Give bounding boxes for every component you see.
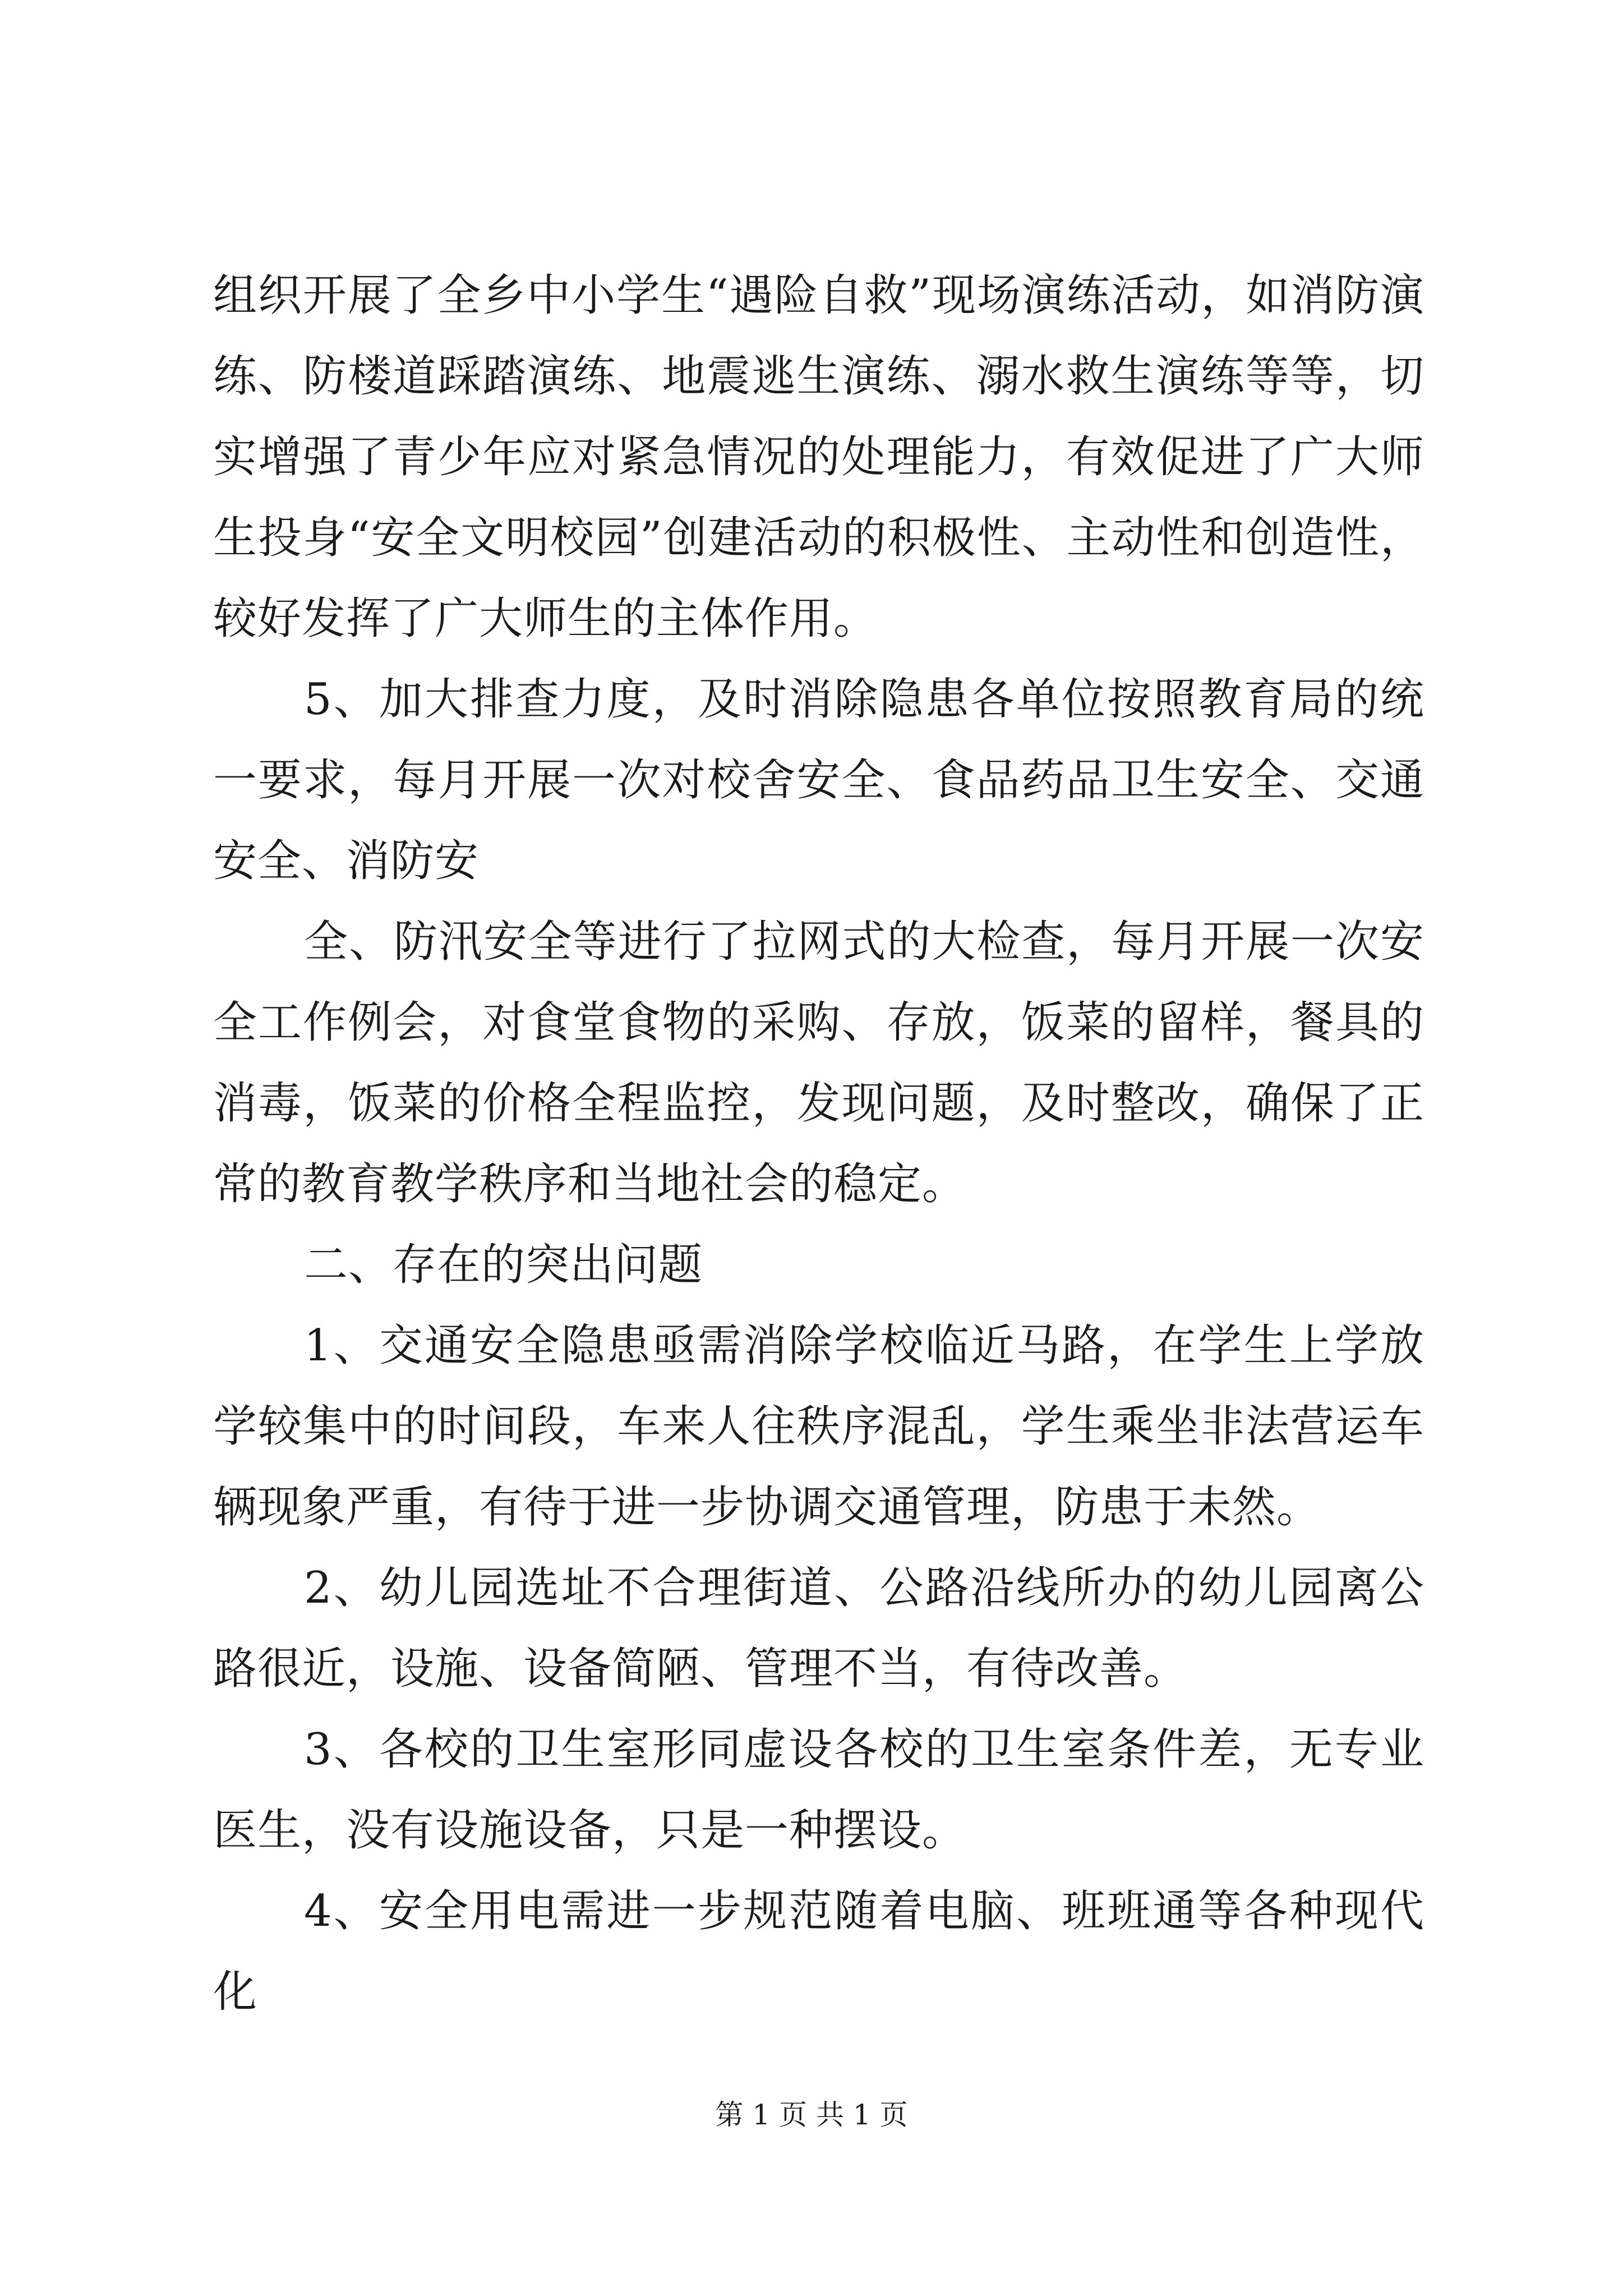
paragraph-issue-1: 1、交通安全隐患亟需消除学校临近马路，在学生上学放学较集中的时间段，车来人往秩序混乱，学生乘坐非法营运车辆现象严重，有待于进一步协调交通管理，防患于未然。: [213, 1320, 1424, 1533]
section-heading-issues: 二、存在的突出问题: [304, 1240, 703, 1290]
paragraph-issue-4: 4、安全用电需进一步规范随着电脑、班班通等各种现代化: [213, 1886, 1424, 2017]
paragraph-issue-3: 3、各校的卫生室形同虚设各校的卫生室条件差，无专业医生，没有设施设备，只是一种摆设。: [213, 1724, 1424, 1856]
paragraph-item-5-continued: 全、防汛安全等进行了拉网式的大检查，每月开展一次安全工作例会，对食堂食物的采购、存放，饭菜的留样，餐具的消毒，饭菜的价格全程监控，发现问题，及时整改，确保了正常的教育教学秩序和当地社会的稳定。: [213, 917, 1424, 1209]
document-body: [213, 255, 1424, 2032]
paragraph-issue-2: 2、幼儿园选址不合理街道、公路沿线所办的幼儿园离公路很近，设施、设备简陋、管理不当，有待改善。: [213, 1563, 1424, 1694]
paragraph-continuation: 组织开展了全乡中小学生“遇险自救”现场演练活动，如消防演练、防楼道踩踏演练、地震逃生演练、溺水救生演练等等，切实增强了青少年应对紧急情况的处理能力，有效促进了广大师生投身“安全文明校园”创建活动的积极性、主动性和创造性，较好发挥了广大师生的主体作用。: [213, 270, 1424, 644]
paragraph-item-5: 5、加大排查力度，及时消除隐患各单位按照教育局的统一要求，每月开展一次对校舍安全、食品药品卫生安全、交通安全、消防安: [213, 674, 1424, 886]
page-footer: 第 1 页 共 1 页: [715, 2099, 908, 2131]
